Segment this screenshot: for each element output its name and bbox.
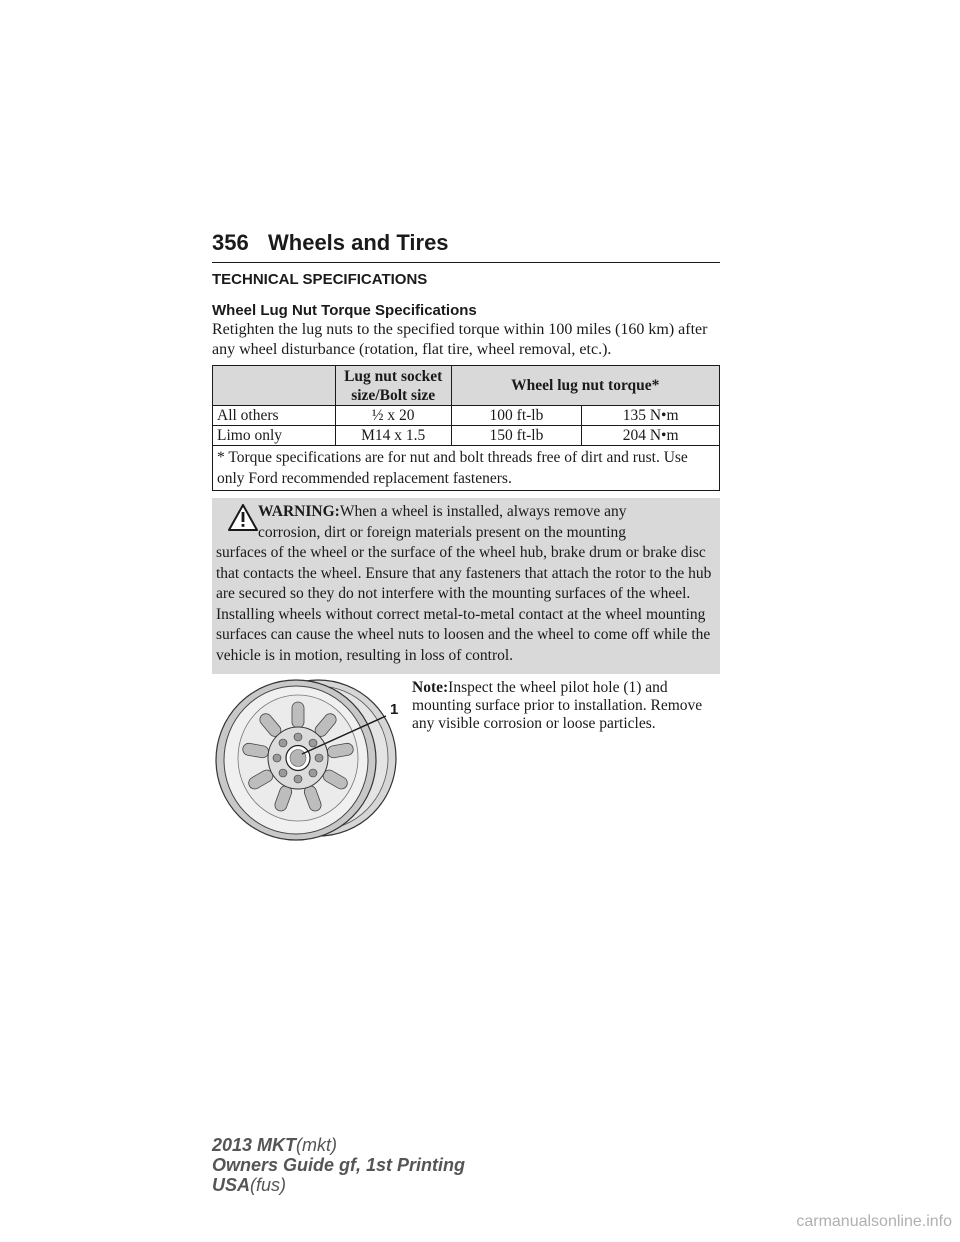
page-footer — [212, 1135, 465, 1195]
torque-nm-cell: 204 N•m — [582, 426, 720, 446]
note-paragraph — [412, 679, 722, 733]
table-row — [213, 406, 720, 426]
footer-model-code: (mkt) — [296, 1135, 338, 1155]
page-number: 356 — [212, 230, 249, 255]
table-footnote: * Torque specifications are for nut and bolt threads free of dirt and rust. Use only Ford recommended replacement fasteners. — [213, 446, 720, 491]
warning-box — [212, 498, 720, 674]
torque-ftlb-cell: 150 ft-lb — [451, 426, 582, 446]
size-cell: ½ x 20 — [335, 406, 451, 426]
subsection-title: Wheel Lug Nut Torque Specifications — [212, 302, 477, 319]
section-title: TECHNICAL SPECIFICATIONS — [212, 271, 428, 288]
page-header — [212, 230, 720, 263]
table-footnote-row — [213, 446, 720, 491]
note-text: Inspect the wheel pilot hole (1) and mounting surface prior to installation. Remove any visible corrosion or loose particles. — [412, 679, 703, 732]
torque-ftlb-cell: 100 ft-lb — [451, 406, 582, 426]
footer-guide: Owners Guide gf, 1st Printing — [212, 1155, 466, 1175]
vehicle-cell: Limo only — [213, 426, 336, 446]
footer-market: USA — [212, 1175, 251, 1195]
wheel-illustration — [208, 674, 408, 842]
warning-text — [216, 502, 712, 666]
header-torque: Wheel lug nut torque* — [451, 366, 719, 406]
table-header-row — [213, 366, 720, 406]
warning-body: surfaces of the wheel or the surface of the wheel hub, brake drum or brake disc that contacts the wheel. Ensure that any fasteners that attach the rotor to the hub are secured so they do not interfere with the mounting surfaces of the wheel. Installing wheels without correct metal-to-metal contact at the wheel mounting surfaces can cause the wheel nuts to loosen and the wheel to come off while the vehicle is in motion, resulting in loss of control. — [216, 544, 712, 664]
torque-nm-cell: 135 N•m — [582, 406, 720, 426]
size-cell: M14 x 1.5 — [335, 426, 451, 446]
watermark: carmanualsonline.info — [796, 1213, 952, 1230]
callout-label: 1 — [390, 701, 399, 718]
warning-line-2: corrosion, dirt or foreign materials present on the mounting — [258, 523, 627, 541]
warning-label: WARNING: — [258, 503, 340, 520]
intro-paragraph: Retighten the lug nuts to the specified torque within 100 miles (160 km) after any wheel disturbance (rotation, flat tire, wheel removal, etc.). — [212, 321, 708, 358]
footer-model: 2013 MKT — [212, 1135, 297, 1155]
torque-spec-table — [212, 365, 720, 491]
chapter-title: Wheels and Tires — [268, 230, 449, 255]
header-blank-cell — [213, 366, 336, 406]
footer-market-code: (fus) — [250, 1175, 287, 1195]
table-row — [213, 426, 720, 446]
note-label: Note: — [412, 679, 449, 696]
header-socket-size: Lug nut socket size/Bolt size — [335, 366, 451, 406]
warning-line-1: When a wheel is installed, always remove any — [339, 503, 627, 520]
vehicle-cell: All others — [213, 406, 336, 426]
